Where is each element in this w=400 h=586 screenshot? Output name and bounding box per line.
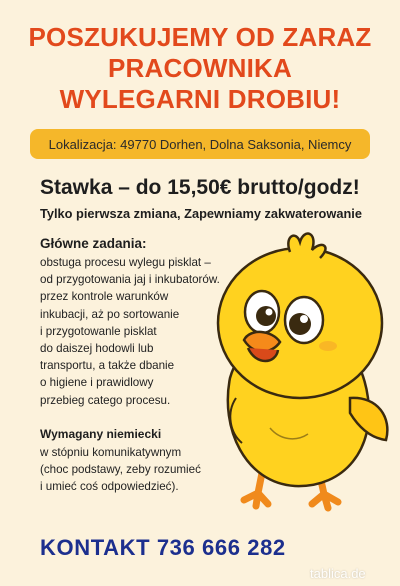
headline-line-2: PRACOWNIKA	[108, 53, 292, 83]
requirements-line: w stópniu komunikatywnym	[40, 446, 182, 459]
tasks-line: inkubacji, aż po sortowanie	[40, 307, 180, 321]
requirements-line: i umieć coś odpowiedzieć).	[40, 480, 179, 494]
requirements-heading: Wymagany niemiecki	[40, 427, 162, 441]
headline-line-1: POSZUKUJEMY OD ZARAZ	[28, 22, 372, 52]
rate-title: Stawka – do 15,50€ brutto/godz!	[40, 176, 360, 199]
tasks-line: i przygotowanle pisklat	[40, 324, 157, 338]
tasks-line: obstuga procesu wylegu pisklat –	[40, 256, 211, 269]
chick-illustration	[200, 228, 400, 528]
headline-line-3: WYLEGARNI DROBIU!	[59, 84, 341, 114]
tasks-line: do daiszej hodowli lub	[40, 342, 154, 356]
tasks-line: transportu, a także dbanie	[40, 359, 175, 373]
location-text: Lokalizacja: 49770 Dorhen, Dolna Saksonia, Niemcy	[48, 136, 352, 152]
tasks-line: przez kontrole warunków	[40, 290, 169, 304]
rate-subtitle: Tylko pierwsza zmiana, Zapewniamy zakwaterowanie	[40, 206, 362, 221]
tasks-list	[40, 254, 220, 409]
requirements-line: (choc podstawy, zeby rozumieć	[40, 463, 201, 477]
tasks-heading: Główne zadania:	[40, 236, 147, 251]
location-banner	[30, 129, 370, 159]
headline	[0, 22, 400, 115]
tasks-line: od przygotowania jaj i inkubatorów.	[40, 273, 220, 287]
contact-phone[interactable]: KONTAKT 736 666 282	[40, 535, 286, 560]
watermark: tablica.de	[310, 566, 366, 581]
requirements-list	[40, 444, 201, 496]
tasks-line: o higiene i prawidlowy	[40, 376, 154, 390]
tasks-line: przebieg catego procesu.	[40, 393, 171, 407]
